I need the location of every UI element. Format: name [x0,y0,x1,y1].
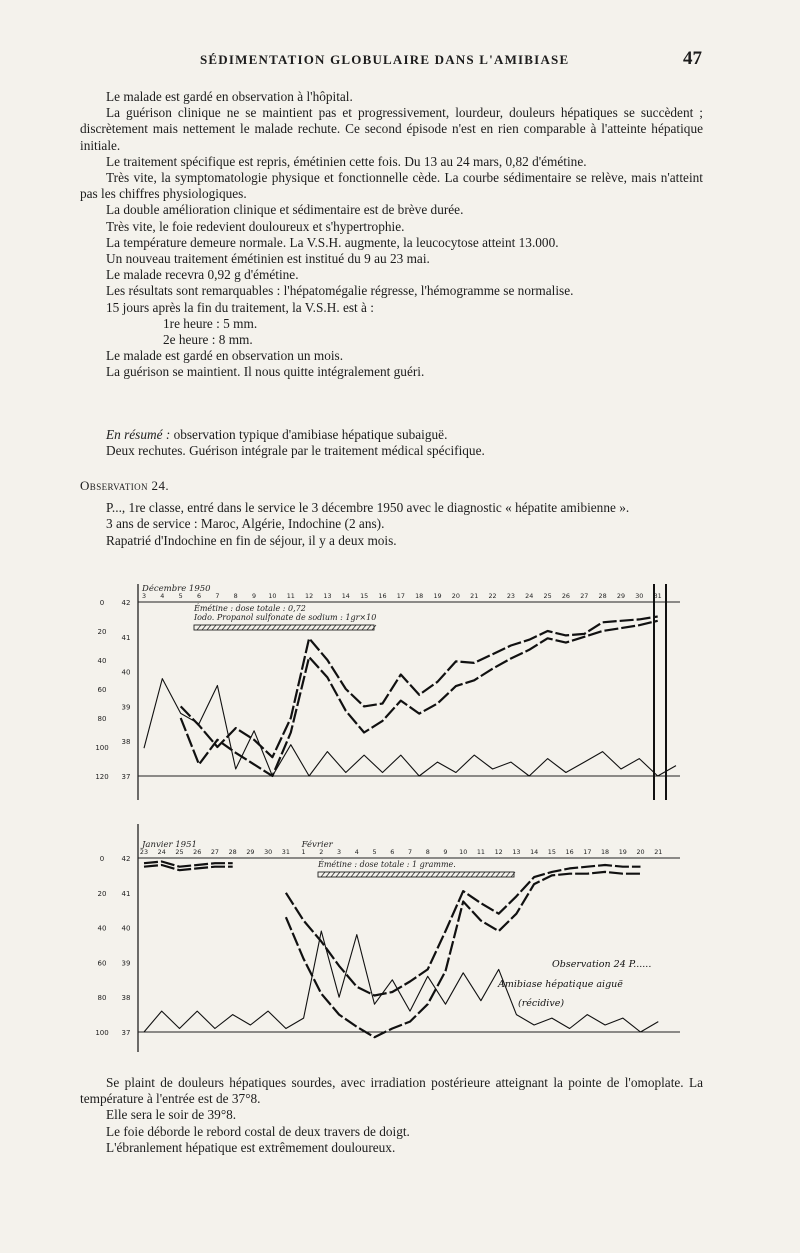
day-tick-label: 28 [228,848,237,856]
treatment-hatch [252,625,256,630]
treatment-hatch [232,625,236,630]
chart-annotation: (récidive) [518,998,565,1009]
temperature-tick-label: 37 [121,1029,131,1037]
day-tick-label: 11 [476,848,486,856]
treatment-hatch [446,872,450,877]
paragraph: Très vite, la symptomatologie physique et fonctionnelle cède. La courbe sédimentaire se relève, mais n'atteint pas les chiffres physiologiques. [80,170,703,202]
treatment-label: Iodo. Propanol sulfonate de sodium : 1gr×10 [194,613,377,622]
treatment-hatch [506,872,510,877]
paragraph: 1re heure : 5 mm. [163,315,258,331]
running-header [0,48,800,74]
treatment-hatch [481,872,485,877]
temperature-tick-label: 41 [121,633,131,642]
treatment-hatch [451,872,455,877]
paragraph: Elle sera le soir de 39°8. [106,1107,237,1123]
treatment-hatch [207,625,211,630]
treatment-hatch [361,872,365,877]
day-tick-label: 23 [139,848,149,856]
treatment-hatch [371,872,375,877]
paragraph: 3 ans de service : Maroc, Algérie, Indochine (2 ans). [106,516,385,532]
temperature-tick-label: 39 [121,703,131,712]
treatment-hatch [421,872,425,877]
treatment-hatch [347,625,351,630]
paragraph: La double amélioration clinique et sédimentaire est de brève durée. [106,202,464,218]
chart-january-1951 [0,820,800,1060]
day-tick-label: 29 [246,848,255,856]
temperature-tick-label: 41 [121,889,131,898]
temperature-tick-label: 40 [121,668,131,677]
day-tick-label: 21 [654,848,663,856]
treatment-hatch [282,625,286,630]
vsh-tick-label: 120 [95,773,109,781]
vsh-tick-label: 60 [97,686,107,694]
treatment-hatch [396,872,400,877]
day-tick-label: 5 [372,848,377,856]
day-tick-label: 15 [547,848,556,856]
treatment-hatch [332,625,336,630]
treatment-hatch [426,872,430,877]
treatment-hatch [197,625,201,630]
observation-paragraphs [80,500,703,549]
treatment-hatch [331,872,335,877]
month-label: Janvier 1951 [142,840,197,850]
day-tick-label: 6 [196,592,202,600]
treatment-hatch [292,625,296,630]
treatment-hatch [336,872,340,877]
paragraph: L'ébranlement hépatique est extrêmement douloureux. [106,1139,396,1155]
treatment-hatch [342,625,346,630]
chart-annotation: Observation 24 P...... [552,959,652,970]
day-tick-label: 5 [178,592,183,600]
day-tick-label: 20 [636,848,645,856]
treatment-hatch [247,625,251,630]
treatment-hatch [471,872,475,877]
day-tick-label: 25 [543,592,552,600]
temperature-tick-label: 39 [121,959,131,968]
treatment-hatch [491,872,495,877]
vsh-tick-label: 20 [97,889,107,898]
treatment-hatch [212,625,216,630]
treatment-hatch [367,625,371,630]
treatment-hatch [272,625,276,630]
day-tick-label: 3 [337,848,342,856]
day-tick-label: 16 [565,848,574,856]
observation-block [80,478,703,549]
day-tick-label: 18 [600,848,610,856]
treatment-hatch [322,625,326,630]
paragraph: La guérison se maintient. Il nous quitte intégralement guéri. [106,364,425,380]
vsh-second-hour-curve [181,621,658,776]
treatment-hatch [227,625,231,630]
day-tick-label: 14 [530,848,539,856]
day-tick-label: 17 [396,592,405,600]
treatment-hatch [362,625,366,630]
resume-paragraph [80,427,703,443]
vsh-tick-label: 80 [97,715,107,723]
day-tick-label: 25 [175,848,184,856]
treatment-hatch [466,872,470,877]
treatment-hatch [277,625,281,630]
temperature-tick-label: 38 [121,738,131,747]
day-tick-label: 10 [268,592,277,600]
treatment-hatch [391,872,395,877]
day-tick-label: 22 [488,592,497,600]
day-tick-label: 31 [281,848,290,856]
treatment-hatch [337,625,341,630]
day-tick-label: 2 [319,848,324,856]
treatment-hatch [287,625,291,630]
treatment-hatch [222,625,226,630]
treatment-hatch [267,625,271,630]
paragraph: 15 jours après la fin du traitement, la V.S.H. est à : [106,299,374,315]
treatment-hatch [312,625,316,630]
treatment-hatch [381,872,385,877]
day-tick-label: 29 [616,592,626,600]
observation-heading: Observation 24. [80,478,170,493]
day-tick-label: 9 [443,848,448,856]
month-label-2: Février [301,840,333,850]
resume-line-2: Deux rechutes. Guérison intégrale par le traitement médical spécifique. [106,443,485,459]
paragraph: Le malade est gardé en observation à l'hôpital. [106,89,353,104]
paragraph: Le traitement spécifique est repris, émétinien cette fois. Du 13 au 24 mars, 0,82 d'émétine. [106,153,587,169]
vsh-tick-label: 40 [97,657,107,665]
temperature-tick-label: 38 [121,994,131,1003]
day-tick-label: 27 [580,592,589,600]
temperature-tick-label: 42 [121,599,131,607]
running-title: SÉDIMENTATION GLOBULAIRE DANS L'AMIBIASE [200,52,570,67]
temperature-tick-label: 37 [121,773,131,781]
treatment-hatch [461,872,465,877]
paragraph: Le malade recevra 0,92 g d'émétine. [106,267,299,283]
paragraph: La guérison clinique ne se maintient pas et progressivement, lourdeur, douleurs hépatiques se succèdent ; discrètement mais nettement le malade rechute. Ce second épisode n'est en rien comparable à l'atteinte hépatique initiale. [80,105,703,153]
day-tick-label: 28 [598,592,607,600]
treatment-hatch [302,625,306,630]
treatment-hatch [376,872,380,877]
day-tick-label: 31 [653,592,662,600]
day-tick-label: 20 [451,592,460,600]
paragraph: Un nouveau traitement émétinien est institué du 9 au 23 mai. [106,251,430,267]
month-label: Décembre 1950 [142,584,211,594]
treatment-hatch [441,872,445,877]
paragraph: Le foie déborde le rebord costal de deux travers de doigt. [106,1123,410,1139]
treatment-hatch [237,625,241,630]
day-tick-label: 8 [425,848,430,856]
treatment-hatch [202,625,206,630]
day-tick-label: 30 [264,848,273,856]
treatment-hatch [307,625,311,630]
vsh-tick-label: 40 [97,924,107,933]
vsh-tick-label: 100 [95,1029,109,1037]
treatment-hatch [321,872,325,877]
treatment-hatch [317,625,321,630]
treatment-hatch [327,625,331,630]
resume-label: En résumé : [106,427,171,442]
day-tick-label: 24 [525,592,534,600]
day-tick-label: 12 [305,592,314,600]
day-tick-label: 8 [233,592,238,600]
treatment-hatch [501,872,505,877]
day-tick-label: 14 [341,592,350,600]
day-tick-label: 30 [635,592,644,600]
treatment-hatch [416,872,420,877]
bottom-text-block [80,1075,703,1156]
vsh-second-hour-curve [144,865,641,1037]
treatment-hatch [297,625,301,630]
day-tick-label: 16 [378,592,387,600]
treatment-hatch [341,872,345,877]
day-tick-label: 6 [390,848,395,856]
treatment-label: Émétine : dose totale : 0,72 [194,604,306,613]
day-tick-label: 13 [512,848,521,856]
treatment-hatch [476,872,480,877]
day-tick-label: 13 [323,592,332,600]
treatment-hatch [401,872,405,877]
day-tick-label: 9 [252,592,257,600]
paragraph: 2e heure : 8 mm. [163,332,253,348]
treatment-hatch [346,872,350,877]
top-text-block [80,89,703,381]
day-tick-label: 19 [618,848,627,856]
treatment-hatch [217,625,221,630]
day-tick-label: 12 [494,848,503,856]
treatment-hatch [326,872,330,877]
paragraph: Les résultats sont remarquables : l'hépatomégalie régresse, l'hémogramme se normalise. [106,283,574,299]
day-tick-label: 4 [354,848,359,856]
treatment-hatch [496,872,500,877]
day-tick-label: 3 [141,592,147,600]
day-tick-label: 27 [210,848,220,856]
treatment-hatch [406,872,410,877]
day-tick-label: 23 [506,592,515,600]
chart-december-1950 [0,578,800,818]
treatment-label: Émétine : dose totale : 1 gramme. [318,860,456,869]
day-tick-label: 21 [470,592,479,600]
vsh-tick-label: 100 [95,744,109,752]
treatment-hatch [486,872,490,877]
treatment-hatch [352,625,356,630]
day-tick-label: 11 [286,592,295,600]
treatment-hatch [262,625,266,630]
vsh-tick-label: 0 [99,855,105,863]
day-tick-label: 19 [433,592,442,600]
treatment-hatch [456,872,460,877]
day-tick-label: 17 [583,848,592,856]
resume-block [80,427,703,459]
treatment-hatch [357,625,361,630]
treatment-hatch [356,872,360,877]
day-tick-label: 26 [561,592,571,600]
treatment-hatch [257,625,261,630]
temperature-curve [144,679,676,776]
page-number: 47 [683,48,702,69]
treatment-hatch [436,872,440,877]
chart-annotation: Amibiase hépatique aiguë [498,979,623,990]
day-tick-label: 24 [157,848,166,856]
treatment-hatch [386,872,390,877]
day-tick-label: 4 [160,592,165,600]
day-tick-label: 7 [407,848,413,856]
treatment-hatch [351,872,355,877]
day-tick-label: 10 [459,848,468,856]
resume-text: observation typique d'amibiase hépatique subaiguë. [170,427,448,442]
day-tick-label: 1 [301,848,306,856]
paragraph: Se plaint de douleurs hépatiques sourdes, avec irradiation postérieure atteignant la pointe de l'omoplate. La température à l'entrée est de 37°8. [80,1075,703,1107]
paragraph: Le malade est gardé en observation un mois. [106,348,344,364]
day-tick-label: 26 [193,848,202,856]
treatment-hatch [366,872,370,877]
vsh-first-hour-curve [144,862,641,996]
treatment-hatch [411,872,415,877]
vsh-tick-label: 0 [99,599,105,607]
paragraph: Rapatrié d'Indochine en fin de séjour, il y a deux mois. [106,532,397,548]
paragraph: Très vite, le foie redevient douloureux et s'hypertrophie. [106,218,405,234]
temperature-tick-label: 40 [121,924,131,933]
vsh-tick-label: 60 [97,959,107,968]
day-tick-label: 7 [215,592,220,600]
paragraph: P..., 1re classe, entré dans le service le 3 décembre 1950 avec le diagnostic « hépatite amibienne ». [106,500,630,516]
vsh-tick-label: 20 [97,628,107,636]
treatment-hatch [431,872,435,877]
treatment-hatch [242,625,246,630]
vsh-tick-label: 80 [97,994,107,1003]
paragraph: La température demeure normale. La V.S.H. augmente, la leucocytose atteint 13.000. [106,234,559,250]
day-tick-label: 15 [360,592,369,600]
vsh-first-hour-curve [181,617,658,758]
day-tick-label: 18 [415,592,424,600]
temperature-tick-label: 42 [121,855,131,863]
